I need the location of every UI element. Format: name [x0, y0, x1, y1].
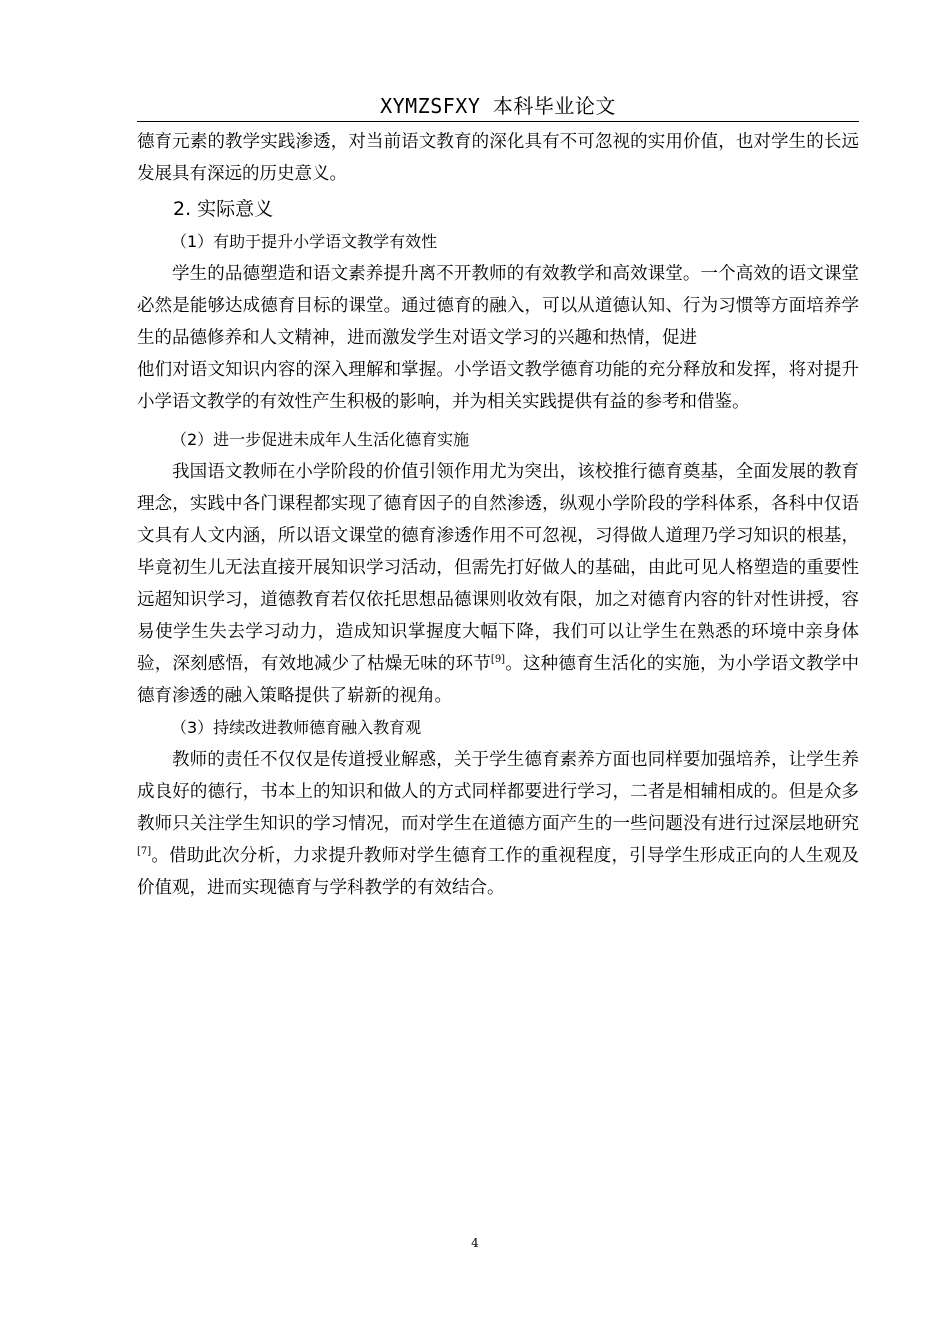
subsection-1-heading: （1）有助于提升小学语文教学有效性: [171, 232, 438, 251]
subsection-2-heading: （2）进一步促进未成年人生活化德育实施: [171, 430, 470, 449]
subsection-3-heading: （3）持续改进教师德育融入教育观: [171, 718, 422, 737]
page-header: [137, 92, 859, 122]
citation-7: [7]: [137, 846, 152, 858]
subsection-1-paragraph-a: 学生的品德塑造和语文素养提升离不开教师的有效教学和高效课堂。一个高效的语文课堂必然是能够达成德育目标的课堂。通过德育的融入，可以从道德认知、行为习惯等方面培养学生的品德修养和人文精神，进而激发学生对语文学习的兴趣和热情，促进: [137, 264, 859, 348]
subsection-1-paragraph-b: 他们对语文知识内容的深入理解和掌握。小学语文教学德育功能的充分释放和发挥，将对提升小学语文教学的有效性产生积极的影响，并为相关实践提供有益的参考和借鉴。: [137, 360, 859, 412]
citation-9: [9]: [490, 654, 506, 666]
page-number: 4: [471, 1236, 479, 1250]
subsection-2-text-after: 。这种德育生活化的实施，为小学语文教学中德育渗透的融入策略提供了崭新的视角。: [137, 654, 860, 706]
subsection-2-paragraph: [137, 456, 859, 712]
document-body: [137, 126, 859, 904]
section-heading: 2. 实际意义: [173, 198, 274, 220]
subsection-3-text-after: 。借助此次分析，力求提升教师对学生德育工作的重视程度，引导学生形成正向的人生观及价值观，进而实现德育与学科教学的有效结合。: [137, 846, 859, 898]
subsection-2-text-before: 我国语文教师在小学阶段的价值引领作用尤为突出，该校推行德育奠基，全面发展的教育理念，实践中各门课程都实现了德育因子的自然渗透，纵观小学阶段的学科体系，各科中仅语文具有人文内涵，所以语文课堂的德育渗透作用不可忽视，习得做人道理乃学习知识的根基，毕竟初生儿无法直接开展知识学习活动，但需先打好做人的基础，由此可见人格塑造的重要性远超知识学习，道德教育若仅依托思想品德课则收效有限，加之对德育内容的针对性讲授，容易使学生失去学习动力，造成知识掌握度大幅下降，我们可以让学生在熟悉的环境中亲身体验，深刻感悟，有效地减少了枯燥无味的环节: [137, 462, 859, 674]
header-title: XYMZSFXY 本科毕业论文: [380, 94, 616, 118]
subsection-3-text-before: 教师的责任不仅仅是传道授业解惑，关于学生德育素养方面也同样要加强培养，让学生养成良好的德行，书本上的知识和做人的方式同样都要进行学习，二者是相辅相成的。但是众多教师只关注学生知识的学习情况，而对学生在道德方面产生的一些问题没有进行过深层地研究: [137, 750, 859, 834]
subsection-3-paragraph: [137, 744, 859, 904]
intro-paragraph: 德育元素的教学实践渗透，对当前语文教育的深化具有不可忽视的实用价值，也对学生的长远发展具有深远的历史意义。: [137, 132, 859, 184]
